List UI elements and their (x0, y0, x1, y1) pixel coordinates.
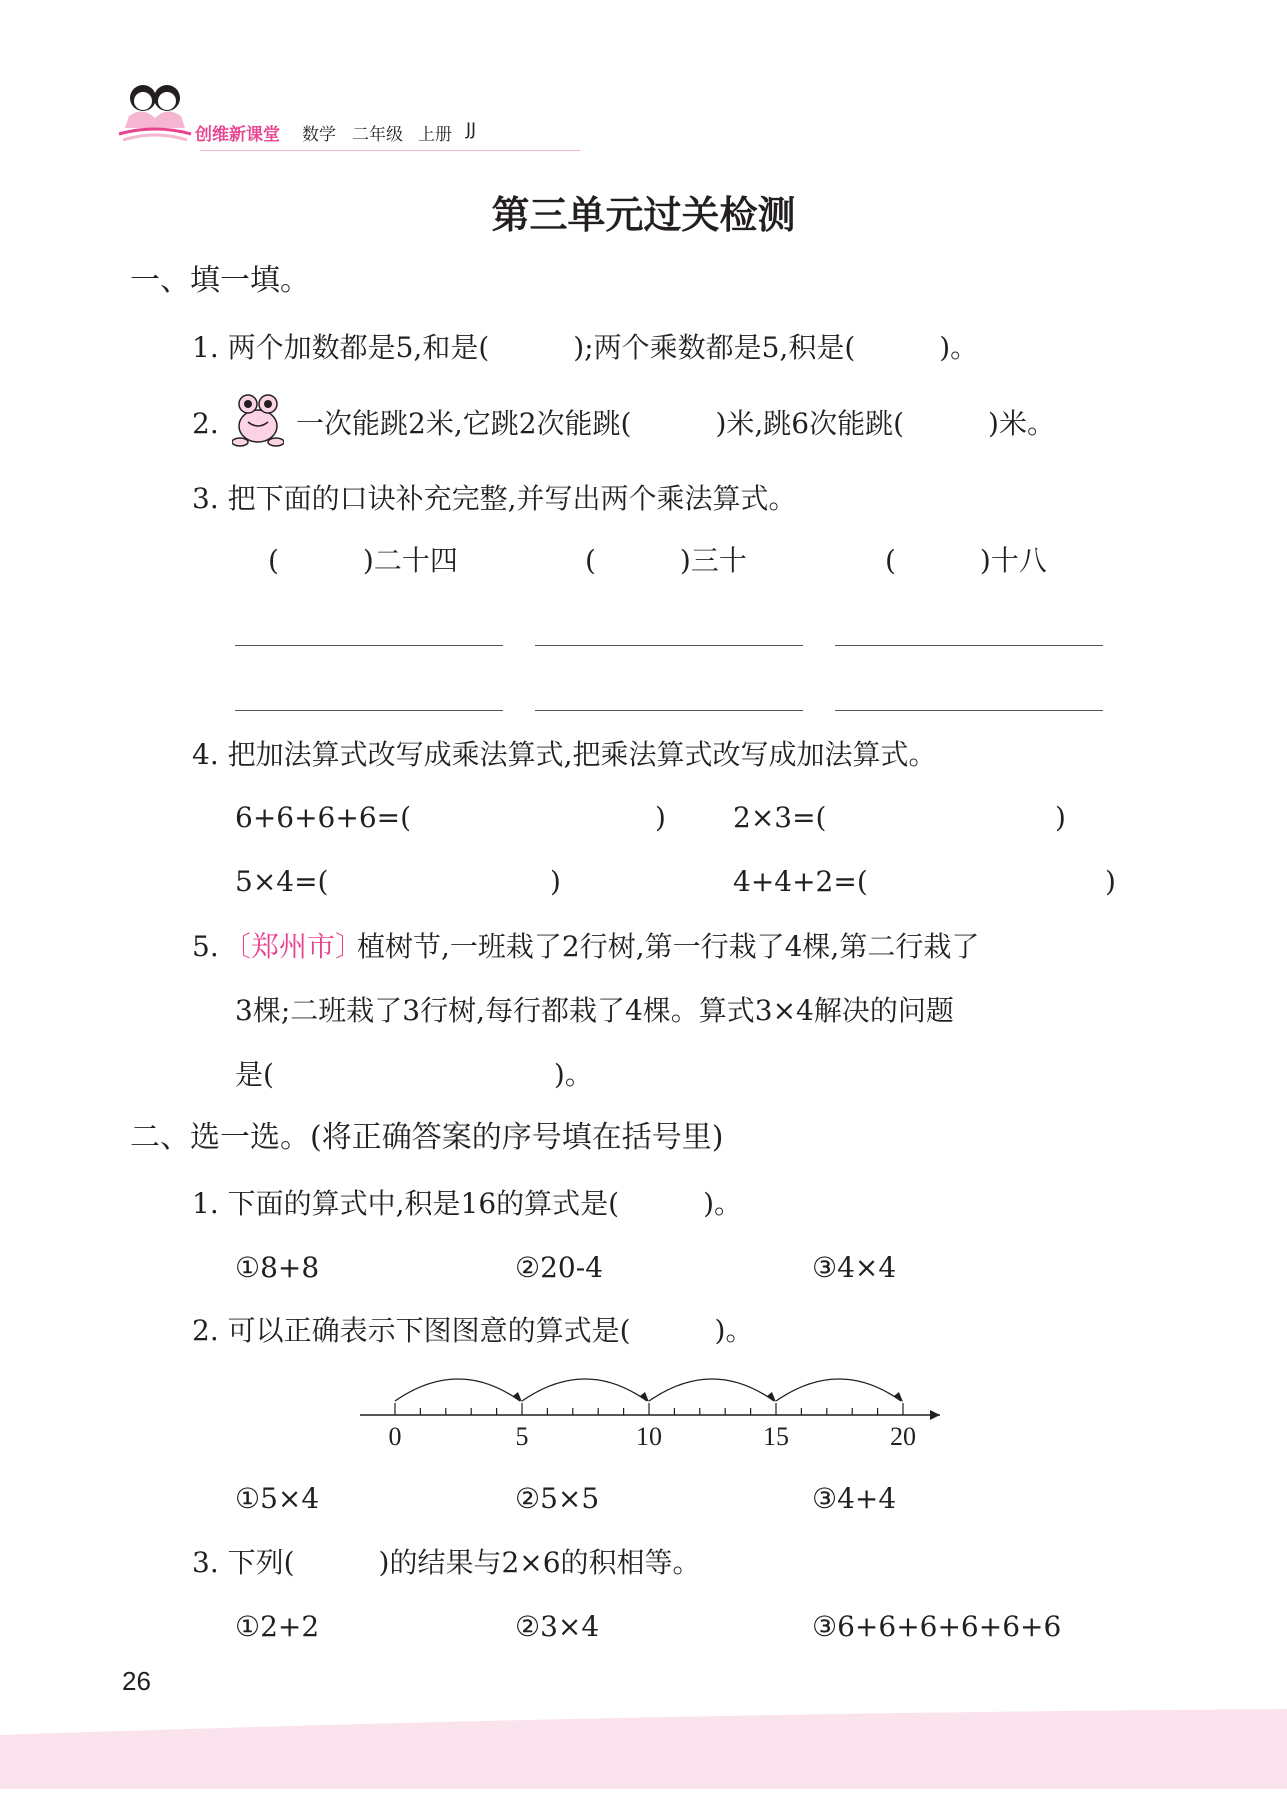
rhyme-blank-2: ( )三十 (585, 544, 747, 577)
number-line-arrowhead (930, 1410, 940, 1420)
rewrite-close-3: ) (550, 865, 561, 898)
rewrite-close-1: ) (655, 801, 666, 834)
answer-line[interactable] (535, 645, 803, 646)
volume-label: 上册 (418, 125, 452, 145)
rewrite-expression-3: 5×4=( (235, 865, 329, 898)
question-1-4: 4. 把加法算式改写成乘法算式,把乘法算式改写成加法算式。 (192, 738, 937, 771)
frog-icon (232, 390, 284, 448)
question-1-1: 1. 两个加数都是5,和是( );两个乘数都是5,积是( )。 (192, 331, 979, 364)
question-1-5-line-2: 3棵;二班栽了3行树,每行都栽了4棵。算式3×4解决的问题 (235, 994, 954, 1027)
question-1-5-line-3: 是( )。 (235, 1058, 593, 1091)
rewrite-expression-1: 6+6+6+6=( (235, 801, 412, 834)
source-tag: 〔郑州市〕 (223, 930, 364, 963)
question-2-2: 2. 可以正确表示下图图意的算式是( )。 (192, 1314, 754, 1347)
option-2-2-a[interactable]: ①5×4 (235, 1482, 320, 1515)
rewrite-close-4: ) (1105, 865, 1116, 898)
answer-line[interactable] (835, 710, 1103, 711)
rhyme-blank-3: ( )十八 (885, 544, 1047, 577)
option-2-1-b[interactable]: ②20-4 (515, 1251, 604, 1284)
option-2-1-a[interactable]: ①8+8 (235, 1251, 320, 1284)
question-1-3: 3. 把下面的口诀补充完整,并写出两个乘法算式。 (192, 482, 797, 515)
answer-line[interactable] (235, 710, 503, 711)
section-1-heading: 一、填一填。 (130, 263, 310, 298)
grade-label: 二年级 (352, 125, 403, 145)
rewrite-expression-2: 2×3=( (733, 801, 827, 834)
question-1-2-number: 2. (192, 407, 219, 440)
number-line-jump-arc (776, 1379, 901, 1401)
rhyme-blank-1: ( )二十四 (268, 544, 458, 577)
option-2-3-a[interactable]: ①2+2 (235, 1610, 320, 1643)
rewrite-expression-4: 4+4+2=( (733, 865, 868, 898)
question-1-5-line-1: 植树节,一班栽了2行树,第一行栽了4棵,第二行栽了 (357, 930, 980, 963)
option-2-3-c[interactable]: ③6+6+6+6+6+6 (812, 1610, 1062, 1643)
subject-label: 数学 (302, 125, 336, 145)
edition-label: JJ (466, 120, 477, 140)
option-2-1-c[interactable]: ③4×4 (812, 1251, 897, 1284)
footer-band (0, 1705, 1287, 1789)
section-2-heading: 二、选一选。(将正确答案的序号填在括号里) (130, 1120, 724, 1155)
number-line-jump-arc (649, 1379, 774, 1401)
number-line-label: 0 (388, 1422, 402, 1450)
number-line-label: 10 (636, 1422, 662, 1450)
answer-line[interactable] (535, 710, 803, 711)
question-1-5-number: 5. (192, 930, 219, 963)
number-line-label: 5 (515, 1422, 529, 1450)
page-number: 26 (122, 1666, 151, 1696)
header-rule (200, 150, 580, 151)
question-2-1: 1. 下面的算式中,积是16的算式是( )。 (192, 1187, 742, 1220)
number-line-jump-arc (395, 1379, 520, 1401)
answer-line[interactable] (235, 645, 503, 646)
number-line (350, 1365, 950, 1450)
question-1-2: 一次能跳2米,它跳2次能跳( )米,跳6次能跳( )米。 (296, 407, 1055, 440)
header-mascot (115, 80, 195, 142)
rewrite-close-2: ) (1055, 801, 1066, 834)
question-2-3: 3. 下列( )的结果与2×6的积相等。 (192, 1546, 701, 1579)
number-line-label: 15 (763, 1422, 789, 1450)
page-title: 第三单元过关检测 (491, 193, 796, 237)
number-line-jump-arc (522, 1379, 647, 1401)
brand-name: 创维新课堂 (195, 125, 280, 145)
option-2-2-c[interactable]: ③4+4 (812, 1482, 897, 1515)
number-line-label: 20 (890, 1422, 916, 1450)
option-2-2-b[interactable]: ②5×5 (515, 1482, 600, 1515)
option-2-3-b[interactable]: ②3×4 (515, 1610, 600, 1643)
answer-line[interactable] (835, 645, 1103, 646)
